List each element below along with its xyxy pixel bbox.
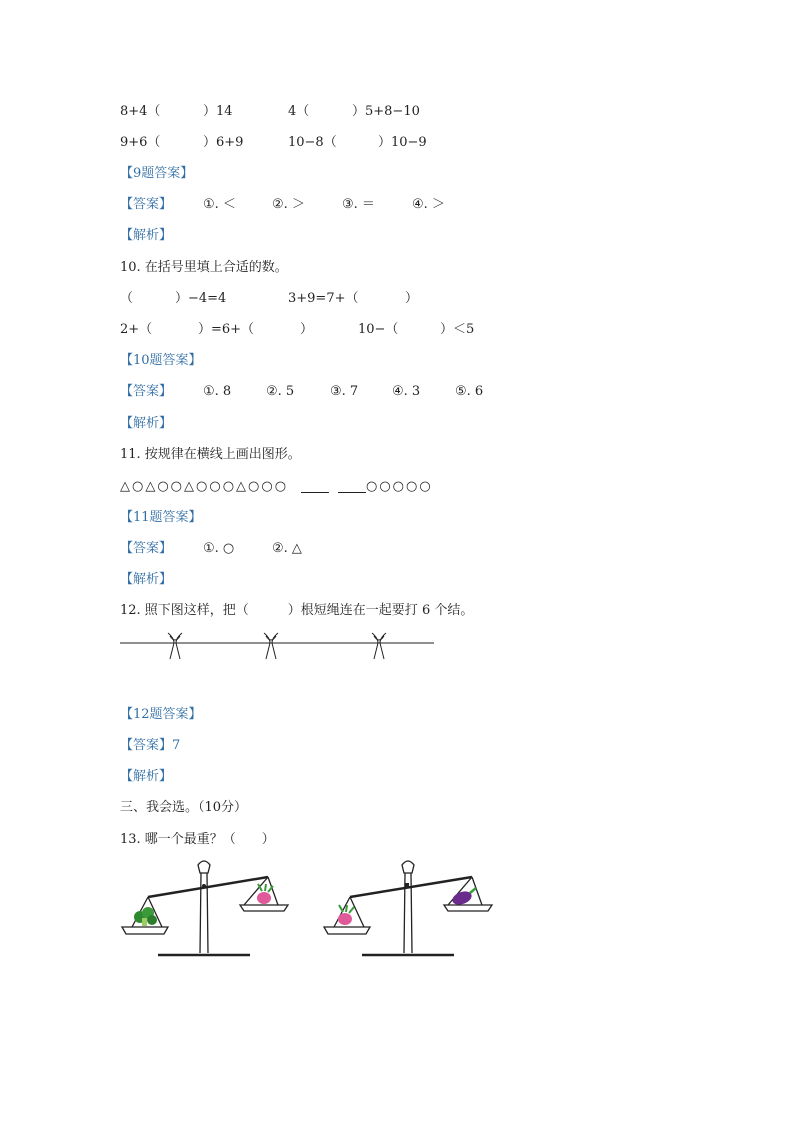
q10-analysis: 【解析】 — [120, 416, 173, 431]
q13-question: 13. 哪一个最重？（ ） — [120, 832, 275, 847]
knot-icon — [372, 633, 386, 659]
q11-answer-2: ②. △ — [272, 541, 302, 556]
q8-r1-d: ）5+8−10 — [352, 104, 420, 119]
q11-answer-1: ①. ○ — [203, 541, 235, 556]
q10-r2-c: ） — [300, 322, 314, 337]
q11-analysis: 【解析】 — [120, 572, 173, 587]
q10-r2-a: 2+（ — [120, 322, 153, 337]
q10-heading: 【10题答案】 — [120, 353, 202, 368]
q10-answer-2: ②. 5 — [266, 384, 295, 399]
q9-answer-label: 【答案】 — [120, 197, 173, 212]
q11-blank-1 — [301, 492, 329, 493]
q11-blank-2 — [338, 492, 366, 493]
q12-question: 12. 照下图这样，把（ ）根短绳连在一起要打 6 个结。 — [120, 603, 474, 618]
q12-heading: 【12题答案】 — [120, 707, 202, 722]
q8-r1-b: ）14 — [203, 104, 233, 119]
q10-r1-c: 3+9=7+（ — [288, 291, 359, 306]
knot-icon — [168, 633, 182, 659]
q10-answer-5: ⑤. 6 — [455, 384, 484, 399]
q11-heading: 【11题答案】 — [120, 510, 202, 525]
q8-r1-a: 8+4（ — [120, 104, 161, 119]
q9-answer-4: ④. ＞ — [412, 197, 445, 212]
q9-answer-3: ③. ＝ — [342, 197, 375, 212]
q12-analysis: 【解析】 — [120, 769, 173, 784]
q10-answer-4: ④. 3 — [392, 384, 421, 399]
q9-answer-1: ①. ＜ — [203, 197, 236, 212]
q9-heading: 【9题答案】 — [120, 166, 194, 181]
q10-r2-d: 10−（ — [358, 322, 399, 337]
q10-r2-b: ）=6+（ — [198, 322, 255, 337]
radish-icon — [257, 884, 273, 904]
q11-question: 11. 按规律在横线上画出图形。 — [120, 447, 301, 462]
q11-pattern-right: ○○○○○ — [366, 479, 433, 494]
q10-r1-d: ） — [405, 291, 419, 306]
q8-r2-d: ）10−9 — [378, 135, 427, 150]
q10-answer-1: ①. 8 — [203, 384, 232, 399]
q10-answer-label: 【答案】 — [120, 384, 173, 399]
q11-answer-label: 【答案】 — [120, 541, 173, 556]
q11-pattern-left: △○△○○△○○○△○○○ — [120, 479, 289, 494]
balance-scale-2 — [320, 855, 495, 960]
q10-r1-b: ）−4=4 — [175, 291, 227, 306]
q10-answer-3: ③. 7 — [330, 384, 359, 399]
balance-scale-1 — [118, 855, 293, 960]
q8-r2-c: 10−8（ — [288, 135, 337, 150]
radish-icon — [338, 905, 354, 925]
q10-question: 10. 在括号里填上合适的数。 — [120, 260, 288, 275]
eggplant-icon — [451, 888, 476, 907]
q12-answer: 【答案】7 — [120, 738, 181, 753]
q8-r1-c: 4（ — [288, 104, 310, 119]
q9-analysis: 【解析】 — [120, 228, 173, 243]
q8-r2-a: 9+6（ — [120, 135, 161, 150]
q10-r2-e: ）＜5 — [440, 322, 475, 337]
q9-answer-2: ②. ＞ — [272, 197, 305, 212]
q10-r1-a: （ — [120, 291, 134, 306]
knot-icon — [264, 633, 278, 659]
rope-knot-figure — [118, 628, 436, 664]
q8-r2-b: ）6+9 — [203, 135, 244, 150]
section-3-title: 三、我会选。（10分） — [120, 800, 248, 815]
